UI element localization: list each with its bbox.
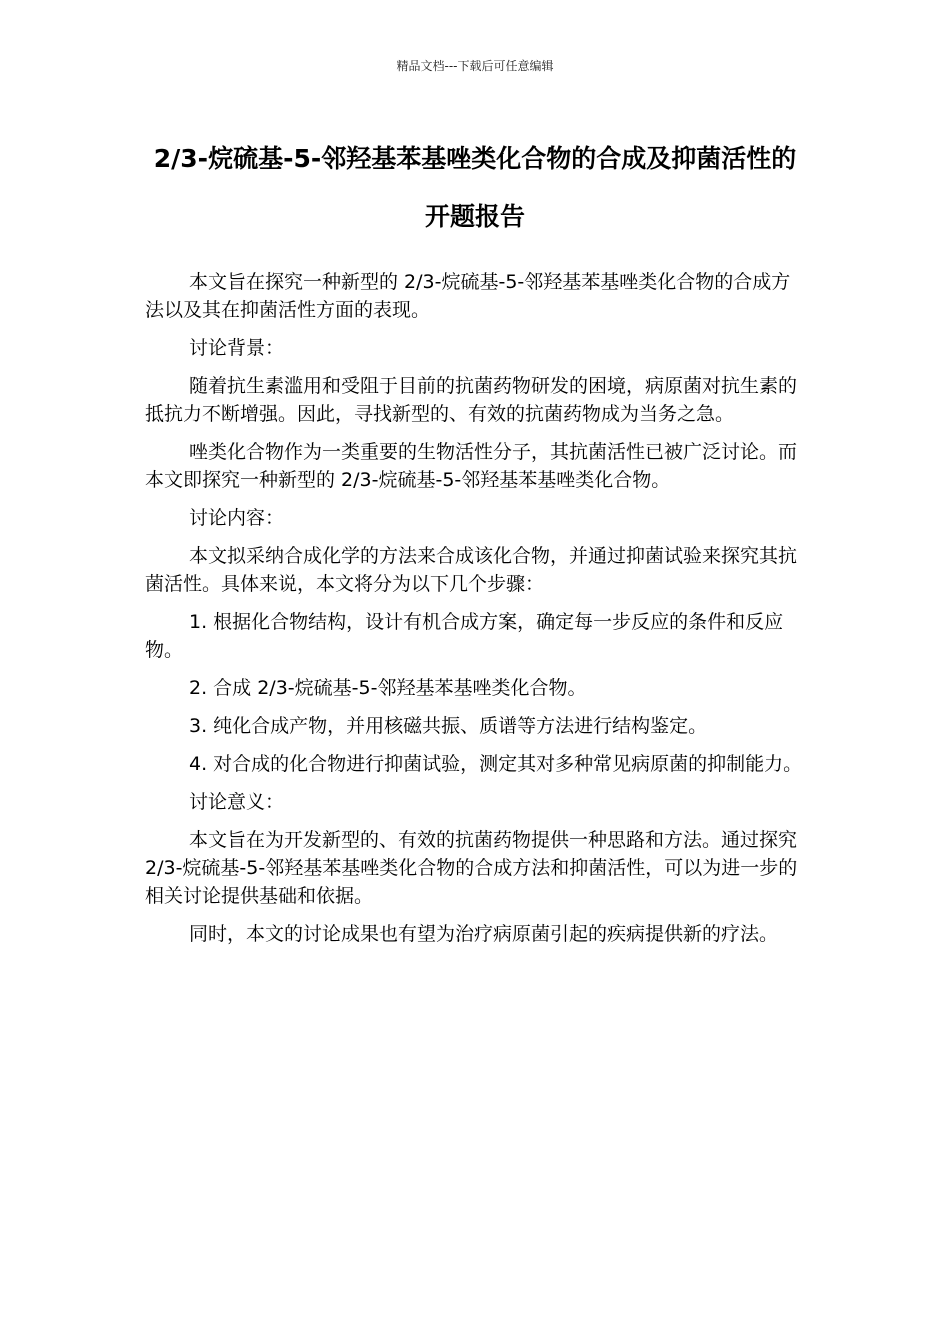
- header-note: 精品文档---下载后可任意编辑: [396, 59, 554, 73]
- step-2: 2. 合成 2/3-烷硫基-5-邻羟基苯基唑类化合物。: [189, 677, 587, 699]
- step-3: 3. 纯化合成产物，并用核磁共振、质谱等方法进行结构鉴定。: [189, 715, 708, 737]
- paragraph-azole-compounds: 唑类化合物作为一类重要的生物活性分子，其抗菌活性已被广泛讨论。而本文即探究一种新型的 2/3-烷硫基-5-邻羟基苯基唑类化合物。: [145, 441, 798, 491]
- document-title: 2/3-烷硫基-5-邻羟基苯基唑类化合物的合成及抑菌活性的开题报告: [153, 144, 797, 231]
- paragraph-significance: 本文旨在为开发新型的、有效的抗菌药物提供一种思路和方法。通过探究 2/3-烷硫基-5-邻羟基苯基唑类化合物的合成方法和抑菌活性，可以为进一步的相关讨论提供基础和依据。: [145, 829, 798, 907]
- section-heading-content: 讨论内容：: [189, 507, 285, 529]
- paragraph-method: 本文拟采纳合成化学的方法来合成该化合物，并通过抑菌试验来探究其抗菌活性。具体来说，本文将分为以下几个步骤：: [145, 545, 798, 595]
- step-1: 1. 根据化合物结构，设计有机合成方案，确定每一步反应的条件和反应物。: [145, 611, 784, 661]
- document-body: [145, 268, 805, 958]
- section-heading-background: 讨论背景：: [189, 337, 285, 359]
- section-heading-significance: 讨论意义：: [189, 791, 285, 813]
- paragraph-background: 随着抗生素滥用和受阻于目前的抗菌药物研发的困境，病原菌对抗生素的抵抗力不断增强。因此，寻找新型的、有效的抗菌药物成为当务之急。: [145, 375, 798, 425]
- paragraph-intro: 本文旨在探究一种新型的 2/3-烷硫基-5-邻羟基苯基唑类化合物的合成方法以及其在抑菌活性方面的表现。: [145, 271, 791, 321]
- step-4: 4. 对合成的化合物进行抑菌试验，测定其对多种常见病原菌的抑制能力。: [189, 753, 803, 775]
- paragraph-outlook: 同时，本文的讨论成果也有望为治疗病原菌引起的疾病提供新的疗法。: [189, 923, 779, 945]
